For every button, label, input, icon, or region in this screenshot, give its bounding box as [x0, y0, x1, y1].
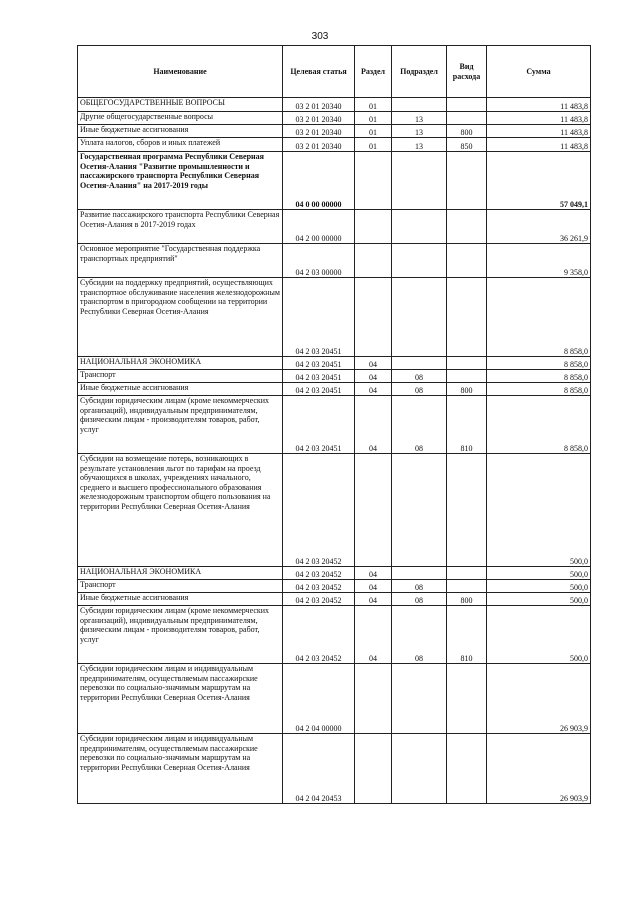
cell-expense-type: 800 [447, 593, 487, 606]
header-expense-type: Вид расхода [447, 46, 487, 98]
cell-sum: 36 261,9 [487, 210, 591, 244]
cell-expense-type [447, 454, 487, 567]
table-row [78, 210, 591, 244]
cell-expense-type [447, 567, 487, 580]
page-number: 303 [311, 31, 329, 42]
cell-section [355, 664, 392, 734]
cell-article: 03 2 01 20340 [283, 138, 355, 152]
header-section: Раздел [355, 46, 392, 98]
header-name: Наименование [78, 46, 283, 98]
cell-subsection [392, 210, 447, 244]
cell-article: 03 2 01 20340 [283, 112, 355, 125]
cell-name: Уплата налогов, сборов и иных платежей [78, 138, 283, 152]
cell-expense-type [447, 112, 487, 125]
cell-name: Иные бюджетные ассигнования [78, 383, 283, 396]
cell-expense-type [447, 152, 487, 210]
cell-subsection: 13 [392, 112, 447, 125]
cell-name: Другие общегосударственные вопросы [78, 112, 283, 125]
cell-subsection [392, 244, 447, 278]
cell-article: 04 2 03 20451 [283, 278, 355, 357]
cell-subsection [392, 454, 447, 567]
table-row [78, 664, 591, 734]
table-row [78, 734, 591, 804]
cell-article: 04 2 03 20451 [283, 370, 355, 383]
cell-sum: 8 858,0 [487, 357, 591, 370]
cell-article: 04 2 03 20452 [283, 454, 355, 567]
cell-sum: 11 483,8 [487, 125, 591, 138]
cell-section: 01 [355, 138, 392, 152]
cell-article: 04 2 03 20451 [283, 383, 355, 396]
budget-table [77, 45, 591, 804]
cell-expense-type [447, 664, 487, 734]
cell-sum: 8 858,0 [487, 383, 591, 396]
cell-article: 04 2 03 00000 [283, 244, 355, 278]
cell-article: 04 2 03 20452 [283, 567, 355, 580]
cell-expense-type [447, 734, 487, 804]
cell-section: 04 [355, 383, 392, 396]
cell-section [355, 210, 392, 244]
cell-section [355, 454, 392, 567]
cell-expense-type [447, 244, 487, 278]
table-row [78, 454, 591, 567]
cell-sum: 500,0 [487, 454, 591, 567]
cell-expense-type: 800 [447, 125, 487, 138]
cell-section [355, 734, 392, 804]
cell-subsection [392, 734, 447, 804]
cell-sum: 26 903,9 [487, 664, 591, 734]
cell-expense-type [447, 370, 487, 383]
cell-subsection: 08 [392, 606, 447, 664]
cell-section: 01 [355, 98, 392, 112]
cell-section: 04 [355, 370, 392, 383]
cell-expense-type [447, 357, 487, 370]
cell-name: Субсидии юридическим лицам (кроме некоммерческих организаций), индивидуальным предпринимателям, физическим лицам - производителям товаров, работ, услуг [78, 396, 283, 454]
cell-article: 03 2 01 20340 [283, 125, 355, 138]
cell-name: Основное мероприятие "Государственная поддержка транспортных предприятий" [78, 244, 283, 278]
cell-expense-type: 810 [447, 396, 487, 454]
cell-sum: 57 049,1 [487, 152, 591, 210]
cell-expense-type [447, 210, 487, 244]
cell-section: 04 [355, 593, 392, 606]
cell-name: Субсидии юридическим лицам и индивидуальным предпринимателям, осуществляемым пассажирские перевозки по социально-значимым маршрутам на территории Республики Северная Осетия-Алания [78, 664, 283, 734]
cell-sum: 11 483,8 [487, 112, 591, 125]
cell-name: НАЦИОНАЛЬНАЯ ЭКОНОМИКА [78, 357, 283, 370]
cell-section: 04 [355, 580, 392, 593]
cell-expense-type [447, 98, 487, 112]
cell-article: 04 2 04 00000 [283, 664, 355, 734]
cell-subsection: 13 [392, 138, 447, 152]
cell-name: Развитие пассажирского транспорта Республики Северная Осетия-Алания в 2017-2019 годах [78, 210, 283, 244]
cell-sum: 500,0 [487, 606, 591, 664]
table-row [78, 396, 591, 454]
table-row [78, 580, 591, 593]
table-header-row [78, 46, 591, 98]
cell-name: Субсидии юридическим лицам (кроме некоммерческих организаций), индивидуальным предпринимателям, физическим лицам - производителям товаров, работ, услуг [78, 606, 283, 664]
cell-expense-type [447, 278, 487, 357]
cell-section: 04 [355, 396, 392, 454]
cell-name: Транспорт [78, 370, 283, 383]
cell-sum: 8 858,0 [487, 370, 591, 383]
cell-name: Иные бюджетные ассигнования [78, 593, 283, 606]
cell-section: 01 [355, 125, 392, 138]
cell-sum: 500,0 [487, 567, 591, 580]
table-row [78, 370, 591, 383]
cell-name: Субсидии на поддержку предприятий, осуществляющих транспортное обслуживание населения железнодорожным транспортом в пригородном сообщении на территории Республики Северная Осетия-Алания [78, 278, 283, 357]
table-body [78, 98, 591, 804]
cell-sum: 500,0 [487, 580, 591, 593]
cell-article: 03 2 01 20340 [283, 98, 355, 112]
cell-article: 04 2 03 20452 [283, 593, 355, 606]
cell-section: 04 [355, 357, 392, 370]
cell-sum: 8 858,0 [487, 396, 591, 454]
table-row [78, 567, 591, 580]
cell-name: Иные бюджетные ассигнования [78, 125, 283, 138]
cell-sum: 9 358,0 [487, 244, 591, 278]
cell-sum: 500,0 [487, 593, 591, 606]
cell-name: НАЦИОНАЛЬНАЯ ЭКОНОМИКА [78, 567, 283, 580]
cell-subsection [392, 278, 447, 357]
cell-name: Государственная программа Республики Северная Осетия-Алания "Развитие промышленности и пассажирского транспорта Республики Северная Осетия-Алания" на 2017-2019 годы [78, 152, 283, 210]
table-row [78, 606, 591, 664]
cell-section: 01 [355, 112, 392, 125]
cell-subsection: 08 [392, 370, 447, 383]
table-row [78, 357, 591, 370]
cell-subsection [392, 152, 447, 210]
cell-article: 04 2 03 20451 [283, 357, 355, 370]
cell-subsection [392, 664, 447, 734]
cell-subsection: 08 [392, 396, 447, 454]
cell-article: 04 0 00 00000 [283, 152, 355, 210]
cell-article: 04 2 00 00000 [283, 210, 355, 244]
cell-expense-type: 800 [447, 383, 487, 396]
cell-section [355, 152, 392, 210]
table-row [78, 383, 591, 396]
cell-sum: 8 858,0 [487, 278, 591, 357]
cell-name: Субсидии на возмещение потерь, возникающих в результате установления льгот по тарифам на проезд обучающихся в школах, учреждениях начального, среднего и высшего профессионального образования железнодорожным транспортом общего пользования на территории Республики Северная Осетия-Алания [78, 454, 283, 567]
cell-expense-type: 850 [447, 138, 487, 152]
cell-article: 04 2 03 20452 [283, 606, 355, 664]
cell-subsection: 08 [392, 383, 447, 396]
cell-article: 04 2 03 20451 [283, 396, 355, 454]
table-row [78, 152, 591, 210]
table-row [78, 98, 591, 112]
cell-subsection [392, 357, 447, 370]
cell-section [355, 244, 392, 278]
cell-section [355, 278, 392, 357]
header-subsection: Подраздел [392, 46, 447, 98]
table-row [78, 138, 591, 152]
cell-name: Транспорт [78, 580, 283, 593]
table-row [78, 244, 591, 278]
cell-subsection: 13 [392, 125, 447, 138]
table-row [78, 112, 591, 125]
cell-section: 04 [355, 567, 392, 580]
table-row [78, 593, 591, 606]
cell-expense-type [447, 580, 487, 593]
table-row [78, 278, 591, 357]
header-article: Целевая статья [283, 46, 355, 98]
cell-article: 04 2 03 20452 [283, 580, 355, 593]
cell-subsection [392, 567, 447, 580]
cell-expense-type: 810 [447, 606, 487, 664]
cell-sum: 26 903,9 [487, 734, 591, 804]
cell-subsection: 08 [392, 580, 447, 593]
cell-sum: 11 483,8 [487, 138, 591, 152]
header-sum: Сумма [487, 46, 591, 98]
table-row [78, 125, 591, 138]
cell-article: 04 2 04 20453 [283, 734, 355, 804]
cell-subsection [392, 98, 447, 112]
cell-section: 04 [355, 606, 392, 664]
cell-sum: 11 483,8 [487, 98, 591, 112]
cell-name: ОБЩЕГОСУДАРСТВЕННЫЕ ВОПРОСЫ [78, 98, 283, 112]
cell-subsection: 08 [392, 593, 447, 606]
cell-name: Субсидии юридическим лицам и индивидуальным предпринимателям, осуществляемым пассажирские перевозки по социально-значимым маршрутам на территории Республики Северная Осетия-Алания [78, 734, 283, 804]
